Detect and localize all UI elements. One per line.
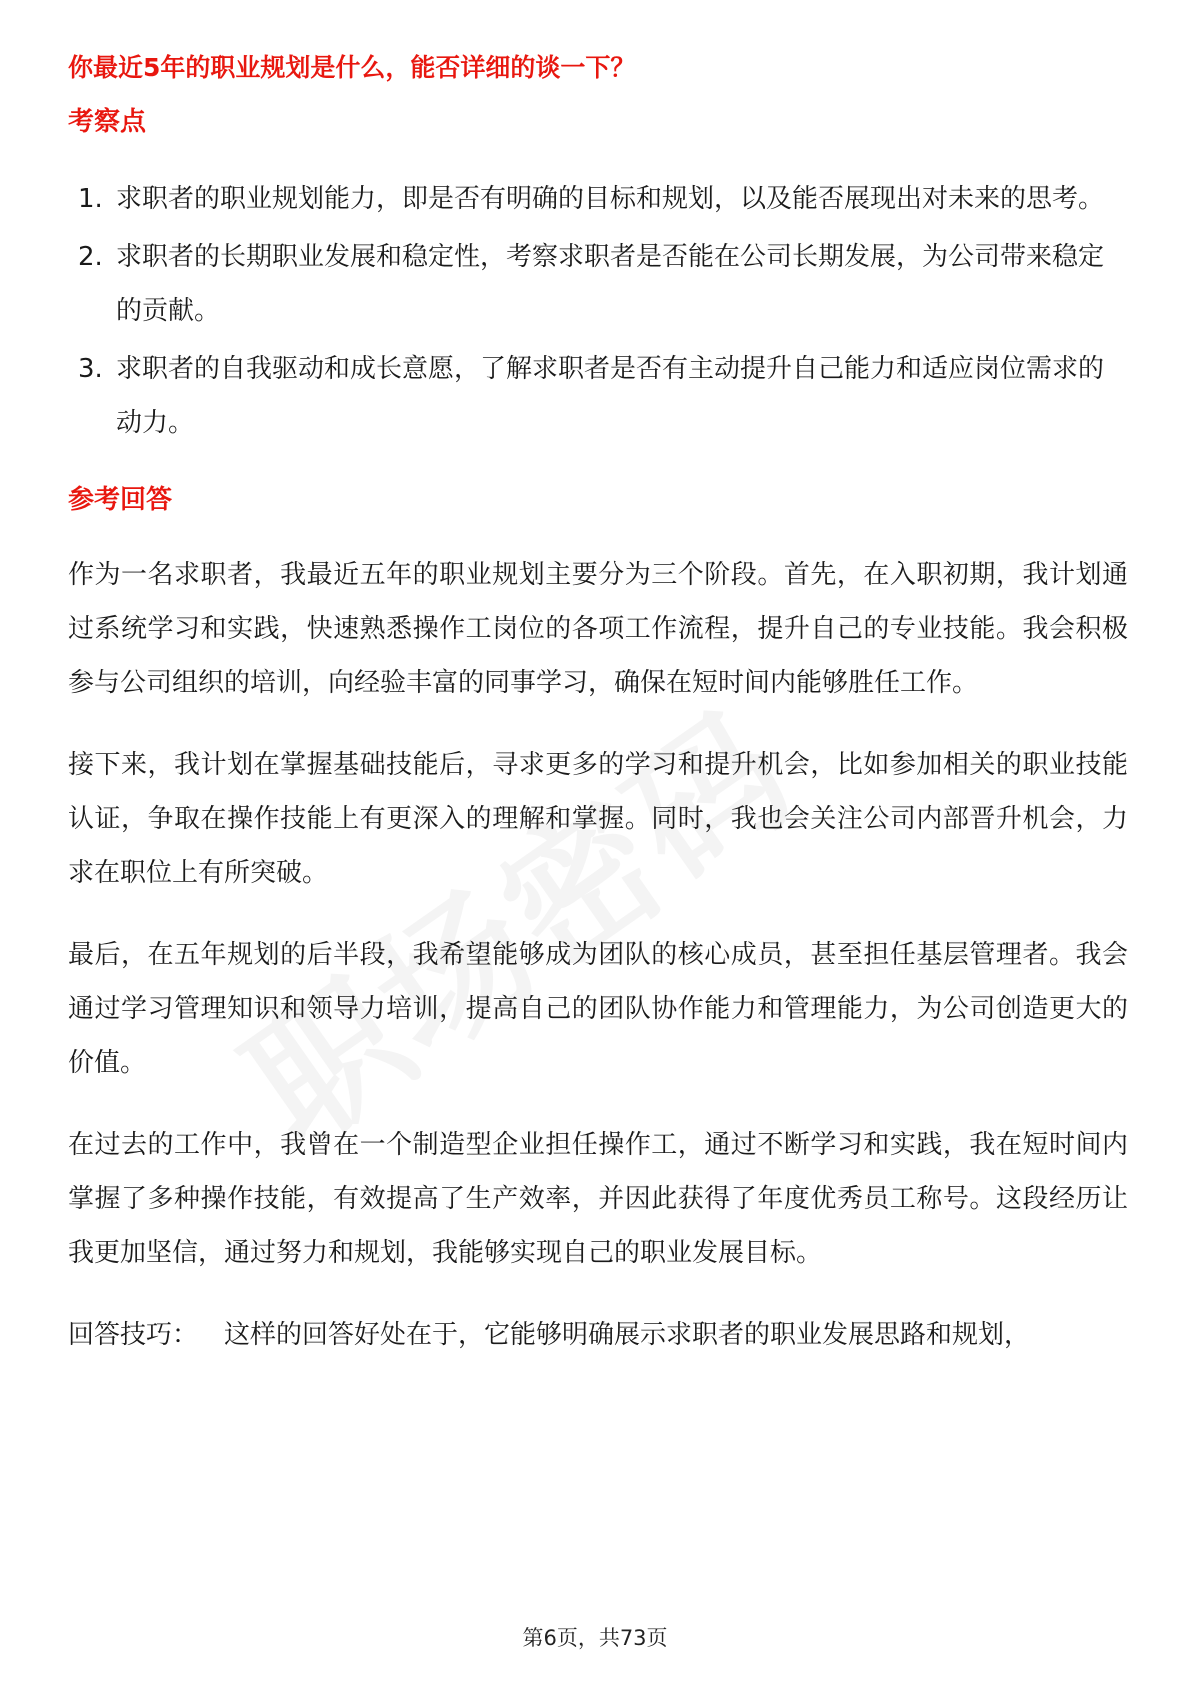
exam-point-item [68,172,1128,226]
exam-point-number: 1. [78,184,103,214]
exam-point-number: 3. [78,354,103,384]
page-number-footer: 第6页，共73页 [522,1626,668,1650]
exam-points-title: 考察点 [68,107,147,137]
exam-point-item [68,230,1128,338]
question-heading: 你最近5年的职业规划是什么，能否详细的谈一下？ [68,53,636,82]
answer-paragraph: 最后，在五年规划的后半段，我希望能够成为团队的核心成员，甚至担任基层管理者。我会通过学习管理知识和领导力培训，提高自己的团队协作能力和管理能力，为公司创造更大的价值。 [68,940,1128,1078]
answer-tip [68,1308,1128,1362]
exam-point-number: 2. [78,242,103,272]
exam-point-text: 求职者的自我驱动和成长意愿，了解求职者是否有主动提升自己能力和适应岗位需求的动力。 [116,354,1105,438]
answer-tip-label: 回答技巧： [68,1320,199,1350]
exam-point-text: 求职者的职业规划能力，即是否有明确的目标和规划，以及能否展现出对未来的思考。 [116,184,1105,214]
answer-paragraph: 作为一名求职者，我最近五年的职业规划主要分为三个阶段。首先，在入职初期，我计划通过系统学习和实践，快速熟悉操作工岗位的各项工作流程，提升自己的专业技能。我会积极参与公司组织的培训，向经验丰富的同事学习，确保在短时间内能够胜任工作。 [68,560,1128,698]
answer-tip-text: 这样的回答好处在于，它能够明确展示求职者的职业发展思路和规划， [224,1320,1031,1350]
answer-paragraph: 接下来，我计划在掌握基础技能后，寻求更多的学习和提升机会，比如参加相关的职业技能认证，争取在操作技能上有更深入的理解和掌握。同时，我也会关注公司内部晋升机会，力求在职位上有所突破。 [68,750,1128,888]
exam-points-list [68,172,1128,450]
exam-point-item [68,342,1128,450]
exam-point-text: 求职者的长期职业发展和稳定性，考察求职者是否能在公司长期发展，为公司带来稳定的贡献。 [116,242,1105,326]
page-content [68,48,1128,1362]
reference-answer-title: 参考回答 [68,485,173,515]
answer-paragraph: 在过去的工作中，我曾在一个制造型企业担任操作工，通过不断学习和实践，我在短时间内掌握了多种操作技能，有效提高了生产效率，并因此获得了年度优秀员工称号。这段经历让我更加坚信，通过努力和规划，我能够实现自己的职业发展目标。 [68,1130,1128,1268]
